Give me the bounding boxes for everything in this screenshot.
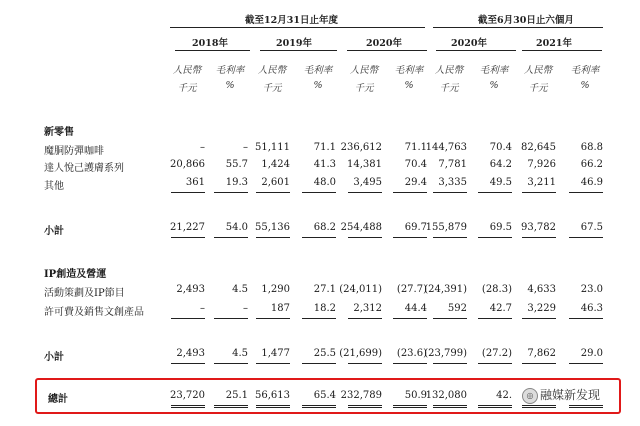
divider	[522, 50, 602, 51]
col-unit-pct: %	[580, 80, 590, 91]
cell-rule	[302, 318, 336, 319]
divider	[170, 27, 425, 28]
cell-rule	[522, 363, 556, 364]
table-cell: 23.0	[580, 284, 603, 295]
cell-rule	[569, 363, 603, 364]
row-label: 許可費及銷售文創產品	[44, 307, 144, 318]
table-cell: 14,381	[347, 159, 382, 170]
divider	[260, 50, 337, 51]
table-cell: 25.5	[313, 348, 336, 359]
divider	[347, 50, 427, 51]
table-cell: 55.7	[225, 159, 248, 170]
cell-rule	[256, 237, 290, 238]
watermark-text: 融媒新发现	[540, 388, 601, 402]
table-cell: 54.0	[225, 222, 248, 233]
wechat-icon: ◎	[522, 388, 538, 404]
cell-rule	[302, 237, 336, 238]
table-cell: 7,781	[438, 159, 467, 170]
divider	[175, 50, 250, 51]
watermark	[520, 386, 602, 404]
cell-rule	[171, 192, 205, 193]
table-cell: 3,335	[438, 177, 467, 188]
table-cell: 7,926	[527, 159, 556, 170]
table-cell: –	[243, 142, 248, 153]
year-2020-h1: 2020年	[451, 38, 487, 49]
table-cell: 7,862	[527, 348, 556, 359]
subtotal-label: 小計	[44, 226, 64, 237]
row-label: 活動策劃及IP節目	[44, 288, 125, 299]
cell-rule	[214, 318, 248, 319]
table-cell: (28.3)	[481, 284, 512, 295]
cell-rule	[302, 363, 336, 364]
col-unit-rmb: 千元	[262, 83, 282, 94]
table-cell: 236,612	[340, 142, 382, 153]
table-cell: 42.7	[489, 303, 512, 314]
table-cell: 50.9	[404, 390, 427, 401]
table-cell: 29.4	[404, 177, 427, 188]
table-cell: 69.7	[404, 222, 427, 233]
table-cell: 19.3	[225, 177, 248, 188]
table-cell: 46.3	[580, 303, 603, 314]
table-cell: 187	[270, 303, 290, 314]
table-cell: 56,613	[255, 390, 290, 401]
cell-rule	[393, 237, 427, 238]
cell-rule	[569, 192, 603, 193]
cell-rule	[478, 237, 512, 238]
table-cell: –	[243, 303, 248, 314]
table-cell: 71.1	[313, 142, 336, 153]
total-label: 總計	[48, 394, 68, 405]
table-cell: 70.4	[489, 142, 512, 153]
section-title-new-retail: 新零售	[44, 127, 74, 138]
cell-rule	[569, 237, 603, 238]
table-cell: 1,290	[261, 284, 290, 295]
table-cell: 82,645	[521, 142, 556, 153]
table-cell: 55,136	[255, 222, 290, 233]
cell-rule	[171, 363, 205, 364]
row-label: 達人悅己護膚系列	[44, 163, 124, 174]
table-cell: 3,229	[527, 303, 556, 314]
table-cell: 29.0	[580, 348, 603, 359]
table-cell: 70.4	[404, 159, 427, 170]
cell-rule	[478, 192, 512, 193]
table-cell: 2,493	[176, 284, 205, 295]
col-header-margin: 毛利率	[479, 65, 509, 76]
table-cell: –	[200, 142, 205, 153]
table-cell: 71.1	[404, 142, 427, 153]
table-cell: (23,799)	[424, 348, 467, 359]
table-cell: 144,763	[425, 142, 467, 153]
divider	[436, 50, 516, 51]
cell-rule	[256, 363, 290, 364]
year-2020: 2020年	[366, 38, 402, 49]
cell-rule	[569, 318, 603, 319]
col-header-rmb: 人民幣	[349, 65, 379, 76]
cell-rule	[522, 192, 556, 193]
col-header-margin: 毛利率	[303, 65, 333, 76]
cell-rule	[433, 318, 467, 319]
cell-rule	[393, 363, 427, 364]
table-cell: 25.1	[225, 390, 248, 401]
row-label: 其他	[44, 181, 64, 192]
col-unit-pct: %	[225, 80, 235, 91]
cell-rule	[171, 318, 205, 319]
year-2019: 2019年	[276, 38, 312, 49]
table-cell: 2,312	[353, 303, 382, 314]
cell-rule	[214, 363, 248, 364]
table-cell: 592	[447, 303, 467, 314]
table-cell: 232,789	[340, 390, 382, 401]
cell-rule	[522, 237, 556, 238]
col-unit-pct: %	[313, 80, 323, 91]
year-2021-h1: 2021年	[536, 38, 572, 49]
table-cell: 20,866	[170, 159, 205, 170]
table-cell: 41.3	[313, 159, 336, 170]
col-header-rmb: 人民幣	[434, 65, 464, 76]
subtotal-label: 小計	[44, 352, 64, 363]
cell-rule	[433, 237, 467, 238]
row-label: 魔胴防彈咖啡	[44, 146, 104, 157]
col-header-margin: 毛利率	[394, 65, 424, 76]
divider	[433, 27, 603, 28]
cell-rule	[478, 363, 512, 364]
table-cell: 4,633	[527, 284, 556, 295]
table-cell: 46.9	[580, 177, 603, 188]
cell-rule	[433, 363, 467, 364]
table-cell: 3,211	[527, 177, 556, 188]
col-header-rmb: 人民幣	[523, 65, 553, 76]
cell-rule	[478, 318, 512, 319]
cell-rule	[433, 192, 467, 193]
table-cell: 1,477	[261, 348, 290, 359]
col-unit-rmb: 千元	[439, 83, 459, 94]
table-cell: 27.1	[313, 284, 336, 295]
table-cell: 4.5	[232, 284, 248, 295]
table-cell: 51,111	[255, 142, 290, 153]
table-cell: 4.5	[232, 348, 248, 359]
table-cell: (23.6)	[396, 348, 427, 359]
table-cell: 23,720	[170, 390, 205, 401]
table-cell: 64.2	[489, 159, 512, 170]
col-unit-pct: %	[489, 80, 499, 91]
cell-rule	[348, 237, 382, 238]
col-unit-rmb: 千元	[528, 83, 548, 94]
cell-rule	[522, 318, 556, 319]
col-unit-rmb: 千元	[177, 83, 197, 94]
table-cell: 2,601	[261, 177, 290, 188]
cell-rule	[256, 192, 290, 193]
table-cell: 3,495	[353, 177, 382, 188]
table-cell: (21,699)	[339, 348, 382, 359]
table-cell: 48.0	[313, 177, 336, 188]
col-header-rmb: 人民幣	[172, 65, 202, 76]
table-cell: (27.2)	[481, 348, 512, 359]
table-cell: 44.4	[404, 303, 427, 314]
table-cell: 69.5	[489, 222, 512, 233]
header-group-half-year: 截至6月30日止六個月	[478, 15, 574, 26]
table-cell: 254,488	[340, 222, 382, 233]
year-2018: 2018年	[192, 38, 228, 49]
table-cell: 65.4	[313, 390, 336, 401]
table-cell: 66.2	[580, 159, 603, 170]
cell-rule	[348, 192, 382, 193]
col-header-margin: 毛利率	[570, 65, 600, 76]
section-title-ip: IP創造及營運	[44, 269, 107, 280]
table-cell: (24,011)	[339, 284, 382, 295]
header-group-annual: 截至12月31日止年度	[245, 15, 338, 26]
cell-rule	[302, 192, 336, 193]
cell-rule	[214, 237, 248, 238]
table-cell: 18.2	[313, 303, 336, 314]
table-cell: 21,227	[170, 222, 205, 233]
table-cell: 67.5	[580, 222, 603, 233]
cell-rule	[171, 237, 205, 238]
table-cell: 361	[185, 177, 205, 188]
table-cell: 93,782	[521, 222, 556, 233]
cell-rule	[348, 363, 382, 364]
col-header-margin: 毛利率	[215, 65, 245, 76]
cell-rule	[348, 318, 382, 319]
table-cell: 132,080	[425, 390, 467, 401]
cell-rule	[256, 318, 290, 319]
table-cell: 49.5	[489, 177, 512, 188]
col-unit-pct: %	[404, 80, 414, 91]
table-cell: 42.	[496, 390, 512, 401]
col-unit-rmb: 千元	[354, 83, 374, 94]
table-cell: 68.8	[580, 142, 603, 153]
cell-rule	[393, 192, 427, 193]
cell-rule	[214, 192, 248, 193]
table-cell: –	[200, 303, 205, 314]
table-cell: (24,391)	[424, 284, 467, 295]
col-header-rmb: 人民幣	[257, 65, 287, 76]
cell-rule	[393, 318, 427, 319]
table-cell: 2,493	[176, 348, 205, 359]
table-cell: 1,424	[261, 159, 290, 170]
table-cell: (27.7)	[396, 284, 427, 295]
table-cell: 68.2	[313, 222, 336, 233]
table-cell: 155,879	[425, 222, 467, 233]
